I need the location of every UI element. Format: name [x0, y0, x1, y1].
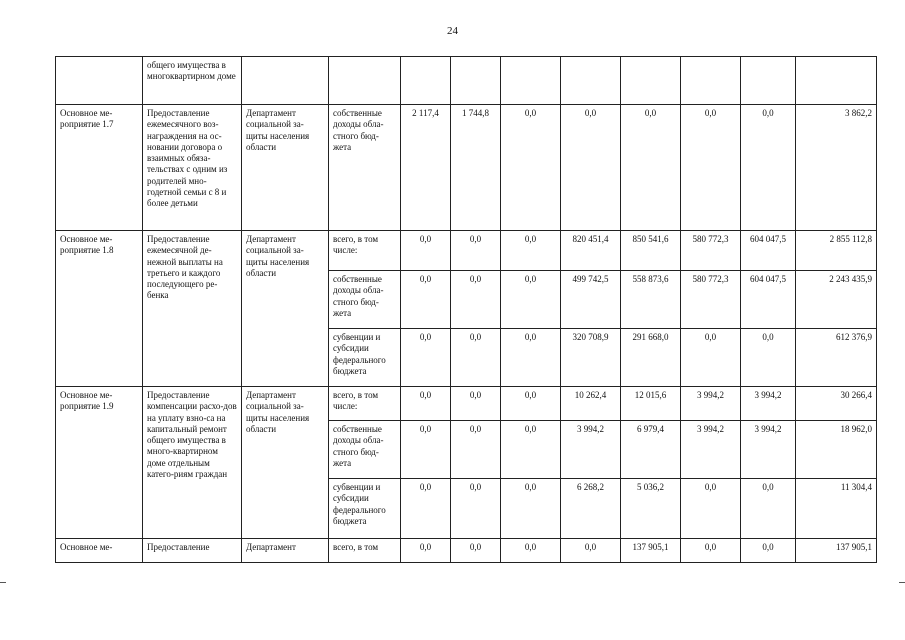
event-cell	[56, 57, 143, 105]
value-cell: 1 744,8	[451, 105, 501, 231]
value-cell: 820 451,4	[561, 231, 621, 271]
description-cell: Предоставление ежемесячной де-нежной выплаты на третьего и каждого последующего ре-бенка	[143, 231, 242, 387]
value-cell: 0,0	[451, 387, 501, 421]
value-cell: 0,0	[451, 231, 501, 271]
value-cell: 5 036,2	[621, 479, 681, 539]
value-cell: 0,0	[401, 479, 451, 539]
value-cell: 137 905,1	[796, 539, 877, 563]
event-cell: Основное ме-роприятие 1.7	[56, 105, 143, 231]
value-cell: 580 772,3	[681, 231, 741, 271]
executor-cell: Департамент социальной за-щиты населения области	[242, 231, 329, 387]
value-cell: 604 047,5	[741, 231, 796, 271]
source-cell: собственные доходы обла-стного бюд-жета	[329, 271, 401, 329]
source-cell: субвенции и субсидии федерального бюджета	[329, 329, 401, 387]
value-cell: 0,0	[451, 479, 501, 539]
source-cell: всего, в том	[329, 539, 401, 563]
value-cell: 0,0	[451, 329, 501, 387]
value-cell: 0,0	[401, 421, 451, 479]
value-cell: 0,0	[621, 105, 681, 231]
value-cell: 2 243 435,9	[796, 271, 877, 329]
value-cell: 3 994,2	[681, 387, 741, 421]
value-cell: 0,0	[451, 271, 501, 329]
event-cell: Основное ме-роприятие 1.8	[56, 231, 143, 387]
value-cell: 0,0	[401, 271, 451, 329]
value-cell: 0,0	[681, 105, 741, 231]
value-cell: 558 873,6	[621, 271, 681, 329]
description-cell: Предоставление ежемесячного воз-награждения на ос-новании договора о взаимных обяза-тельствах с одним из родителей мно-годетной семьи с 8 и более детьми	[143, 105, 242, 231]
value-cell	[621, 57, 681, 105]
table-row	[56, 539, 877, 563]
source-cell: собственные доходы обла-стного бюд-жета	[329, 421, 401, 479]
source-cell: всего, в том числе:	[329, 231, 401, 271]
value-cell: 137 905,1	[621, 539, 681, 563]
value-cell: 0,0	[561, 539, 621, 563]
value-cell	[796, 57, 877, 105]
executor-cell: Департамент социальной за-щиты населения области	[242, 387, 329, 539]
value-cell: 0,0	[501, 479, 561, 539]
value-cell: 10 262,4	[561, 387, 621, 421]
value-cell: 0,0	[401, 231, 451, 271]
value-cell	[501, 57, 561, 105]
value-cell	[401, 57, 451, 105]
event-cell: Основное ме-	[56, 539, 143, 563]
value-cell: 12 015,6	[621, 387, 681, 421]
value-cell: 2 117,4	[401, 105, 451, 231]
value-cell: 0,0	[501, 539, 561, 563]
value-cell: 0,0	[401, 539, 451, 563]
table-row-continuation	[56, 57, 877, 105]
value-cell: 0,0	[741, 329, 796, 387]
value-cell: 0,0	[741, 539, 796, 563]
table-row	[56, 387, 877, 421]
value-cell: 11 304,4	[796, 479, 877, 539]
value-cell: 0,0	[501, 421, 561, 479]
value-cell: 0,0	[501, 231, 561, 271]
value-cell: 30 266,4	[796, 387, 877, 421]
value-cell: 0,0	[451, 539, 501, 563]
value-cell: 0,0	[741, 105, 796, 231]
value-cell: 291 668,0	[621, 329, 681, 387]
value-cell: 3 862,2	[796, 105, 877, 231]
value-cell: 0,0	[501, 105, 561, 231]
value-cell: 0,0	[561, 105, 621, 231]
value-cell: 3 994,2	[561, 421, 621, 479]
value-cell: 0,0	[741, 479, 796, 539]
description-cell: Предоставление компенсации расхо-дов на уплату взно-са на капитальный ремонт общего имущества в много-квартирном доме отдельным катего-риям граждан	[143, 387, 242, 539]
value-cell: 0,0	[501, 271, 561, 329]
value-cell	[561, 57, 621, 105]
executor-cell: Департамент социальной за-щиты населения области	[242, 105, 329, 231]
budget-table	[55, 56, 877, 563]
table-row	[56, 231, 877, 271]
value-cell: 612 376,9	[796, 329, 877, 387]
value-cell: 0,0	[681, 539, 741, 563]
value-cell: 499 742,5	[561, 271, 621, 329]
description-cell: общего имущества в многоквартирном доме	[143, 57, 242, 105]
value-cell: 6 979,4	[621, 421, 681, 479]
scan-edge-mark	[0, 582, 6, 583]
value-cell: 3 994,2	[681, 421, 741, 479]
executor-cell	[242, 57, 329, 105]
value-cell: 3 994,2	[741, 387, 796, 421]
page-number: 24	[447, 25, 458, 37]
value-cell: 850 541,6	[621, 231, 681, 271]
source-cell: всего, в том числе:	[329, 387, 401, 421]
value-cell: 580 772,3	[681, 271, 741, 329]
value-cell: 0,0	[501, 387, 561, 421]
value-cell: 0,0	[401, 387, 451, 421]
source-cell	[329, 57, 401, 105]
source-cell: собственные доходы обла-стного бюд-жета	[329, 105, 401, 231]
value-cell	[681, 57, 741, 105]
value-cell: 0,0	[451, 421, 501, 479]
value-cell: 6 268,2	[561, 479, 621, 539]
event-cell: Основное ме-роприятие 1.9	[56, 387, 143, 539]
value-cell: 604 047,5	[741, 271, 796, 329]
table-row	[56, 105, 877, 231]
value-cell	[741, 57, 796, 105]
value-cell: 3 994,2	[741, 421, 796, 479]
executor-cell: Департамент	[242, 539, 329, 563]
source-cell: субвенции и субсидии федерального бюджета	[329, 479, 401, 539]
value-cell: 0,0	[401, 329, 451, 387]
description-cell: Предоставление	[143, 539, 242, 563]
value-cell: 0,0	[681, 479, 741, 539]
value-cell	[451, 57, 501, 105]
value-cell: 0,0	[501, 329, 561, 387]
value-cell: 320 708,9	[561, 329, 621, 387]
value-cell: 18 962,0	[796, 421, 877, 479]
value-cell: 2 855 112,8	[796, 231, 877, 271]
scan-edge-mark	[899, 582, 905, 583]
value-cell: 0,0	[681, 329, 741, 387]
